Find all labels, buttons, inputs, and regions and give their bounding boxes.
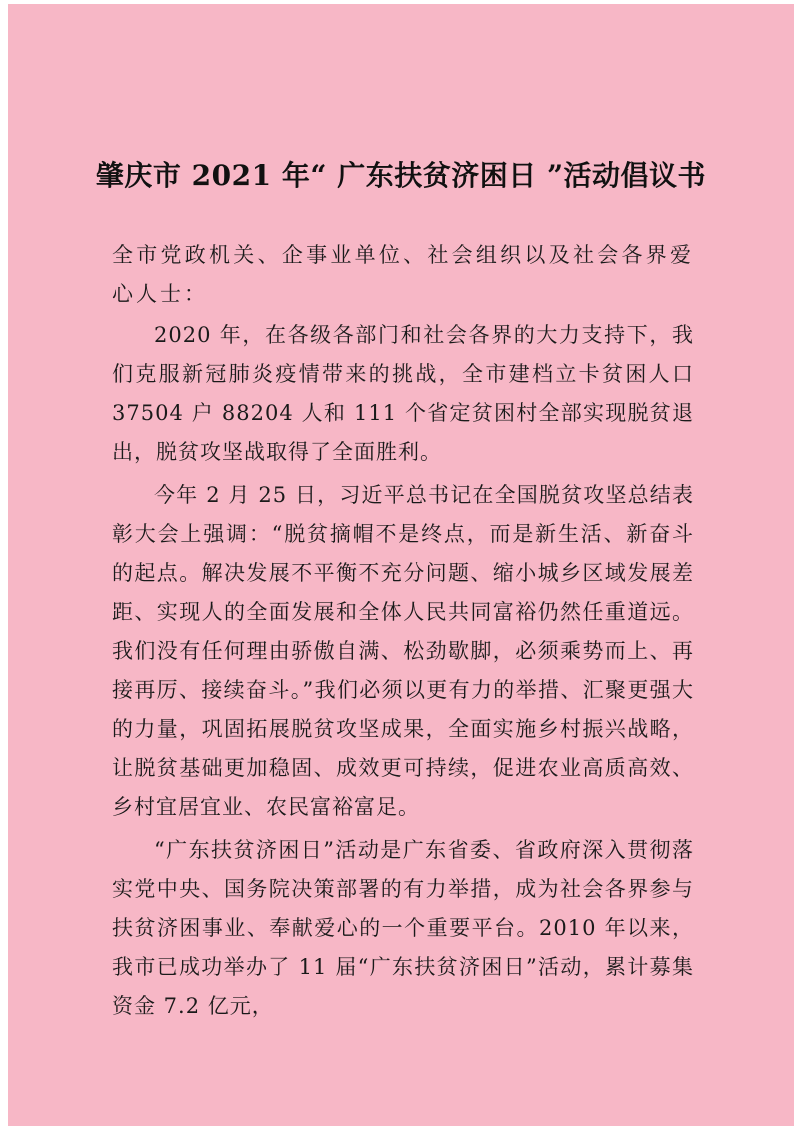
paragraph-3: “广东扶贫济困日”活动是广东省委、省政府深入贯彻落实党中央、国务院决策部署的有力举措，成为社会各界参与扶贫济困事业、奉献爱心的一个重要平台。2010 年以来，我市已成功举办了 11 届“广东扶贫济困日”活动，累计募集资金 7.2 亿元， (112, 838, 694, 1018)
document-body (112, 236, 694, 1026)
paragraph-2: 今年 2 月 25 日，习近平总书记在全国脱贫攻坚总结表彰大会上强调：“脱贫摘帽不是终点，而是新生活、新奋斗的起点。解决发展不平衡不充分问题、缩小城乡区域发展差距、实现人的全面发展和全体人民共同富裕仍然任重道远。我们没有任何理由骄傲自满、松劲歇脚，必须乘势而上、再接再厉、接续奋斗。”我们必须以更有力的举措、汇聚更强大的力量，巩固拓展脱贫攻坚成果，全面实施乡村振兴战略，让脱贫基础更加稳固、成效更可持续，促进农业高质高效、乡村宜居宜业、农民富裕富足。 (112, 483, 694, 819)
paragraph-1: 2020 年，在各级各部门和社会各界的大力支持下，我们克服新冠肺炎疫情带来的挑战，全市建档立卡贫困人口 37504 户 88204 人和 111 个省定贫困村全部实现脱贫退出，脱贫攻坚战取得了全面胜利。 (112, 323, 694, 464)
document-page (8, 4, 794, 1126)
document-title: 肇庆市 2021 年“ 广东扶贫济困日 ”活动倡议书 (95, 159, 707, 192)
greeting-paragraph: 全市党政机关、企事业单位、社会组织以及社会各界爱心人士： (112, 243, 694, 306)
